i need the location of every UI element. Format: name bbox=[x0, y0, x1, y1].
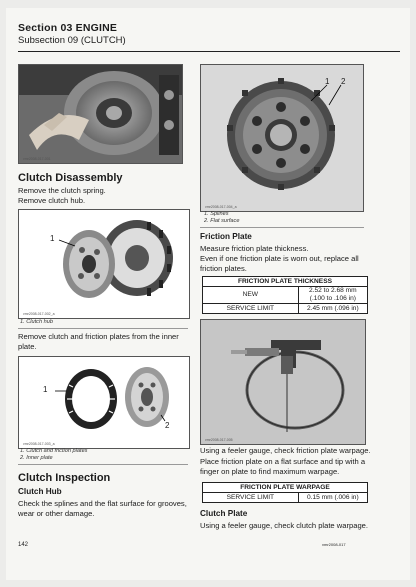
thickness-new-value-mm: 2.52 to 2.68 mm bbox=[309, 287, 357, 294]
fig4-caption-2: 2. Flat surface bbox=[204, 218, 240, 224]
friction-plate-thickness-table bbox=[202, 276, 368, 314]
fig3-callout-2: 2 bbox=[165, 421, 170, 430]
caption-separator bbox=[18, 328, 188, 329]
figure-id: vmr2008-017-004_a bbox=[205, 205, 237, 209]
step-remove-plates: Remove clutch and friction plates from the inner plate. bbox=[18, 332, 179, 351]
thickness-row-limit-label: SERVICE LIMIT bbox=[203, 304, 299, 314]
clutch-plates-figure bbox=[18, 356, 190, 449]
clutch-disassembly-heading: Clutch Disassembly bbox=[18, 172, 123, 184]
page-header bbox=[18, 22, 126, 46]
friction-plate-text-2: Even if one friction plate is worn out, replace all friction plates. bbox=[200, 254, 359, 273]
friction-plate-text-1: Measure friction plate thickness. bbox=[200, 244, 309, 253]
friction-plate-warpage-table bbox=[202, 482, 368, 503]
fig3-caption-1: 1. Clutch and friction plates bbox=[20, 448, 88, 454]
clutch-hub-heading: Clutch Hub bbox=[18, 487, 62, 496]
manual-page bbox=[6, 8, 410, 580]
warpage-text-1: Using a feeler gauge, check friction plate warpage. bbox=[200, 446, 371, 455]
clutch-hub-illustration bbox=[19, 210, 189, 318]
fig3-caption-2: 2. Inner plate bbox=[20, 455, 53, 461]
warpage-row-limit-value: 0.15 mm (.006 in) bbox=[298, 493, 367, 503]
fig2-caption: 1. Clutch hub bbox=[20, 319, 53, 325]
friction-plate-heading: Friction Plate bbox=[200, 232, 252, 241]
warpage-table-title: FRICTION PLATE WARPAGE bbox=[203, 483, 368, 493]
feeler-gauge-illustration bbox=[201, 320, 365, 444]
engine-clutch-photo bbox=[18, 64, 183, 164]
warpage-text-2: Place friction plate on a flat surface and tip with a finger on plate to find maximum warpage. bbox=[200, 457, 366, 476]
thickness-row-limit-value: 2.45 mm (.096 in) bbox=[298, 304, 367, 314]
thickness-new-value-in: (.100 to .106 in) bbox=[309, 295, 356, 302]
figure-id: vmr2008-017-001 bbox=[23, 157, 51, 161]
fig2-callout-1: 1 bbox=[50, 234, 55, 243]
fig4-caption-1: 1. Splines bbox=[204, 211, 229, 217]
clutch-inspection-heading: Clutch Inspection bbox=[18, 472, 111, 484]
fig4-callout-2: 2 bbox=[341, 77, 346, 86]
document-code: vmr2008-017 bbox=[322, 542, 346, 547]
feeler-gauge-figure bbox=[200, 319, 366, 445]
clutch-plates-illustration bbox=[19, 357, 189, 448]
clutch-hub-splines-illustration bbox=[201, 65, 363, 211]
thickness-table-title: FRICTION PLATE THICKNESS bbox=[203, 277, 368, 287]
caption-separator bbox=[18, 464, 188, 465]
thickness-row-new-label: NEW bbox=[203, 287, 299, 304]
caption-separator bbox=[200, 227, 364, 228]
page-number: 142 bbox=[18, 542, 29, 548]
thickness-row-new-value bbox=[298, 287, 367, 304]
header-rule bbox=[18, 51, 400, 52]
clutch-hub-text: Check the splines and the flat surface for grooves, wear or other damage. bbox=[18, 499, 187, 518]
clutch-hub-splines-figure bbox=[200, 64, 364, 212]
engine-clutch-illustration bbox=[19, 65, 182, 163]
step-remove-spring: Remove the clutch spring. bbox=[18, 186, 106, 195]
clutch-hub-figure bbox=[18, 209, 190, 319]
step-remove-hub: Remove clutch hub. bbox=[18, 196, 86, 205]
fig4-callout-1: 1 bbox=[325, 77, 330, 86]
figure-id: vmr2008-017-005 bbox=[205, 438, 233, 442]
figure-id: vmr2008-017-003_a bbox=[23, 442, 55, 446]
figure-id: vmr2008-017-002_a bbox=[23, 312, 55, 316]
clutch-plate-text: Using a feeler gauge, check clutch plate warpage. bbox=[200, 521, 369, 530]
subsection-title: Subsection 09 (CLUTCH) bbox=[18, 35, 126, 46]
clutch-plate-heading: Clutch Plate bbox=[200, 509, 248, 518]
section-title: Section 03 ENGINE bbox=[18, 22, 118, 34]
fig3-callout-1: 1 bbox=[43, 385, 48, 394]
warpage-row-limit-label: SERVICE LIMIT bbox=[203, 493, 299, 503]
